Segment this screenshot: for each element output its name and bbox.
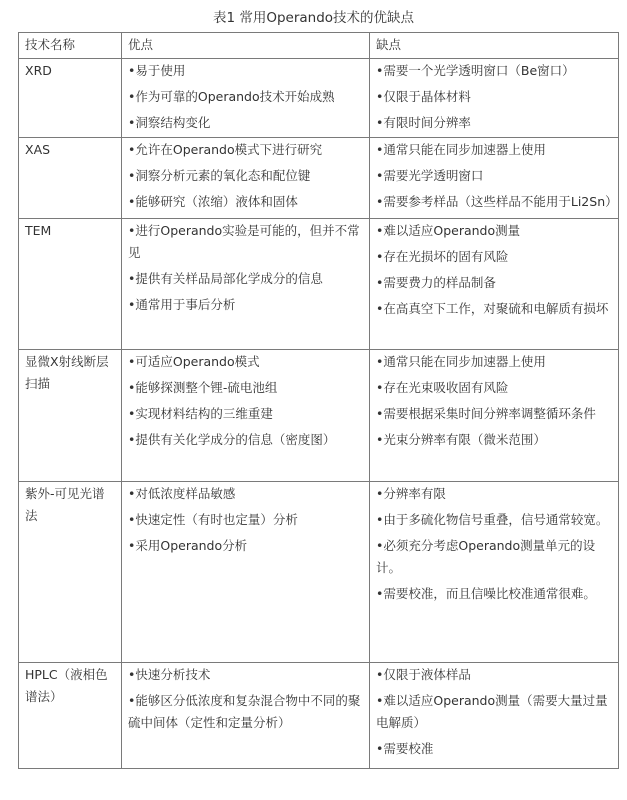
pro-item: •洞察结构变化 [128,115,211,130]
header-pros: 优点 [122,33,370,59]
table-row [19,138,619,219]
con-item: •难以适应Operando测量（需要大量过量电解质） [376,693,608,730]
con-item: •需要根据采集时间分辨率调整循环条件 [376,406,596,421]
con-item: •需要参考样品（这些样品不能用于Li2Sn） [376,194,618,209]
pro-item: •可适应Operando模式 [128,354,260,369]
header-tech: 技术名称 [19,33,122,59]
con-item: •需要费力的样品制备 [376,275,496,290]
con-item: •由于多硫化物信号重叠，信号通常较宽。 [376,512,609,527]
pro-item: •能够探测整个锂-硫电池组 [128,380,278,395]
con-item: •存在光束吸收固有风险 [376,380,509,395]
pro-item: •允许在Operando模式下进行研究 [128,142,323,157]
pro-item: •进行Operando实验是可能的，但并不常见 [128,223,360,260]
con-item: •必须充分考虑Operando测量单元的设计。 [376,538,596,575]
con-item: •仅限于液体样品 [376,667,471,682]
pros-cell [122,138,370,219]
header-row [19,33,619,59]
pro-item: •提供有关化学成分的信息（密度图） [128,432,336,447]
table-row [19,350,619,482]
pro-item: •能够研究（浓缩）液体和固体 [128,194,298,209]
cons-cell [370,219,619,350]
con-item: •存在光损坏的固有风险 [376,249,509,264]
tech-name: 显微X射线断层扫描 [19,350,122,482]
con-item: •需要校准，而且信噪比校准通常很难。 [376,586,596,601]
pro-item: •对低浓度样品敏感 [128,486,236,501]
con-item: •有限时间分辨率 [376,115,471,130]
con-item: •需要光学透明窗口 [376,168,484,183]
cons-cell [370,663,619,769]
pros-cell [122,482,370,663]
con-item: •难以适应Operando测量 [376,223,521,238]
tech-name: 紫外-可见光谱法 [19,482,122,663]
cons-cell [370,482,619,663]
con-item: •需要一个光学透明窗口（Be窗口） [376,63,575,78]
pro-item: •采用Operando分析 [128,538,248,553]
tech-name: XRD [19,59,122,138]
header-cons: 缺点 [370,33,619,59]
table-row [19,59,619,138]
pro-item: •能够区分低浓度和复杂混合物中不同的聚硫中间体（定性和定量分析） [128,693,361,730]
con-item: •在高真空下工作，对聚硫和电解质有损坏 [376,301,609,316]
cons-cell [370,59,619,138]
table-row [19,663,619,769]
table-row [19,482,619,663]
cons-cell [370,138,619,219]
con-item: •分辨率有限 [376,486,446,501]
pro-item: •快速定性（有时也定量）分析 [128,512,298,527]
pro-item: •易于使用 [128,63,186,78]
pros-cell [122,59,370,138]
pros-cell [122,663,370,769]
pro-item: •作为可靠的Operando技术开始成熟 [128,89,335,104]
con-item: •光束分辨率有限（微米范围） [376,432,546,447]
pro-item: •实现材料结构的三维重建 [128,406,273,421]
pros-cell [122,350,370,482]
tech-name: TEM [19,219,122,350]
con-item: •需要校准 [376,741,434,756]
con-item: •仅限于晶体材料 [376,89,471,104]
tech-name: XAS [19,138,122,219]
pro-item: •快速分析技术 [128,667,211,682]
pro-item: •通常用于事后分析 [128,297,236,312]
pro-item: •洞察分析元素的氧化态和配位键 [128,168,311,183]
con-item: •通常只能在同步加速器上使用 [376,142,546,157]
comparison-table [18,32,619,769]
con-item: •通常只能在同步加速器上使用 [376,354,546,369]
pro-item: •提供有关样品局部化学成分的信息 [128,271,323,286]
table-row [19,219,619,350]
pros-cell [122,219,370,350]
cons-cell [370,350,619,482]
table-caption: 表1 常用Operando技术的优缺点 [212,10,415,26]
tech-name: HPLC（液相色谱法） [19,663,122,769]
